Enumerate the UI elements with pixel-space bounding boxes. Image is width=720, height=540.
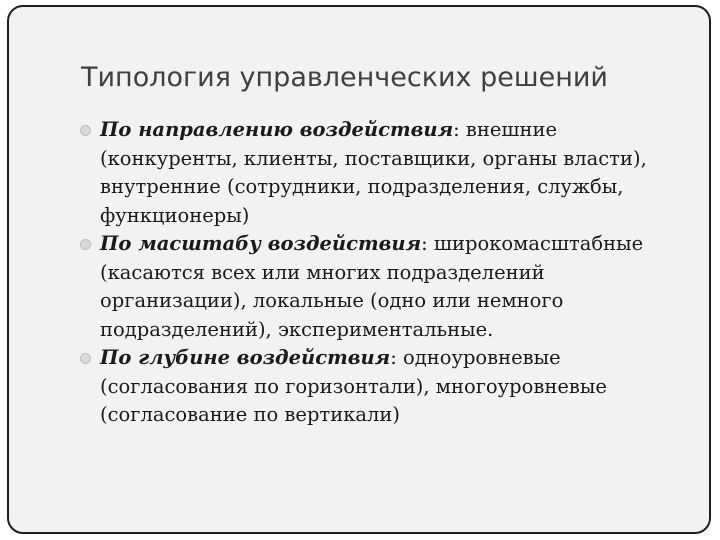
- slide-title: Типология управленческих решений: [81, 62, 608, 93]
- bullet-term: По масштабу воздействия: [100, 232, 422, 255]
- bullet-item-depth: [80, 344, 680, 430]
- bullet-text: : широкомасштабные (касаются всех или многих подразделений организации), локальные (одно или немного подразделений), экспериментальные.: [100, 232, 644, 341]
- bullet-dot-icon: [80, 125, 91, 136]
- bullet-dot-icon: [80, 353, 91, 364]
- bullet-text: : внешние (конкуренты, клиенты, поставщики, органы власти), внутренние (сотрудники, подразделения, службы, функционеры): [100, 118, 647, 227]
- bullet-item-scale: [80, 230, 680, 344]
- bullet-term: По направлению воздействия: [100, 118, 454, 141]
- bullet-list: [80, 116, 680, 430]
- bullet-dot-icon: [80, 239, 91, 250]
- bullet-text: : одноуровневые (согласования по горизонтали), многоуровневые (согласование по вертикали): [100, 346, 607, 426]
- bullet-term: По глубине воздействия: [100, 346, 391, 369]
- bullet-item-direction: [80, 116, 680, 230]
